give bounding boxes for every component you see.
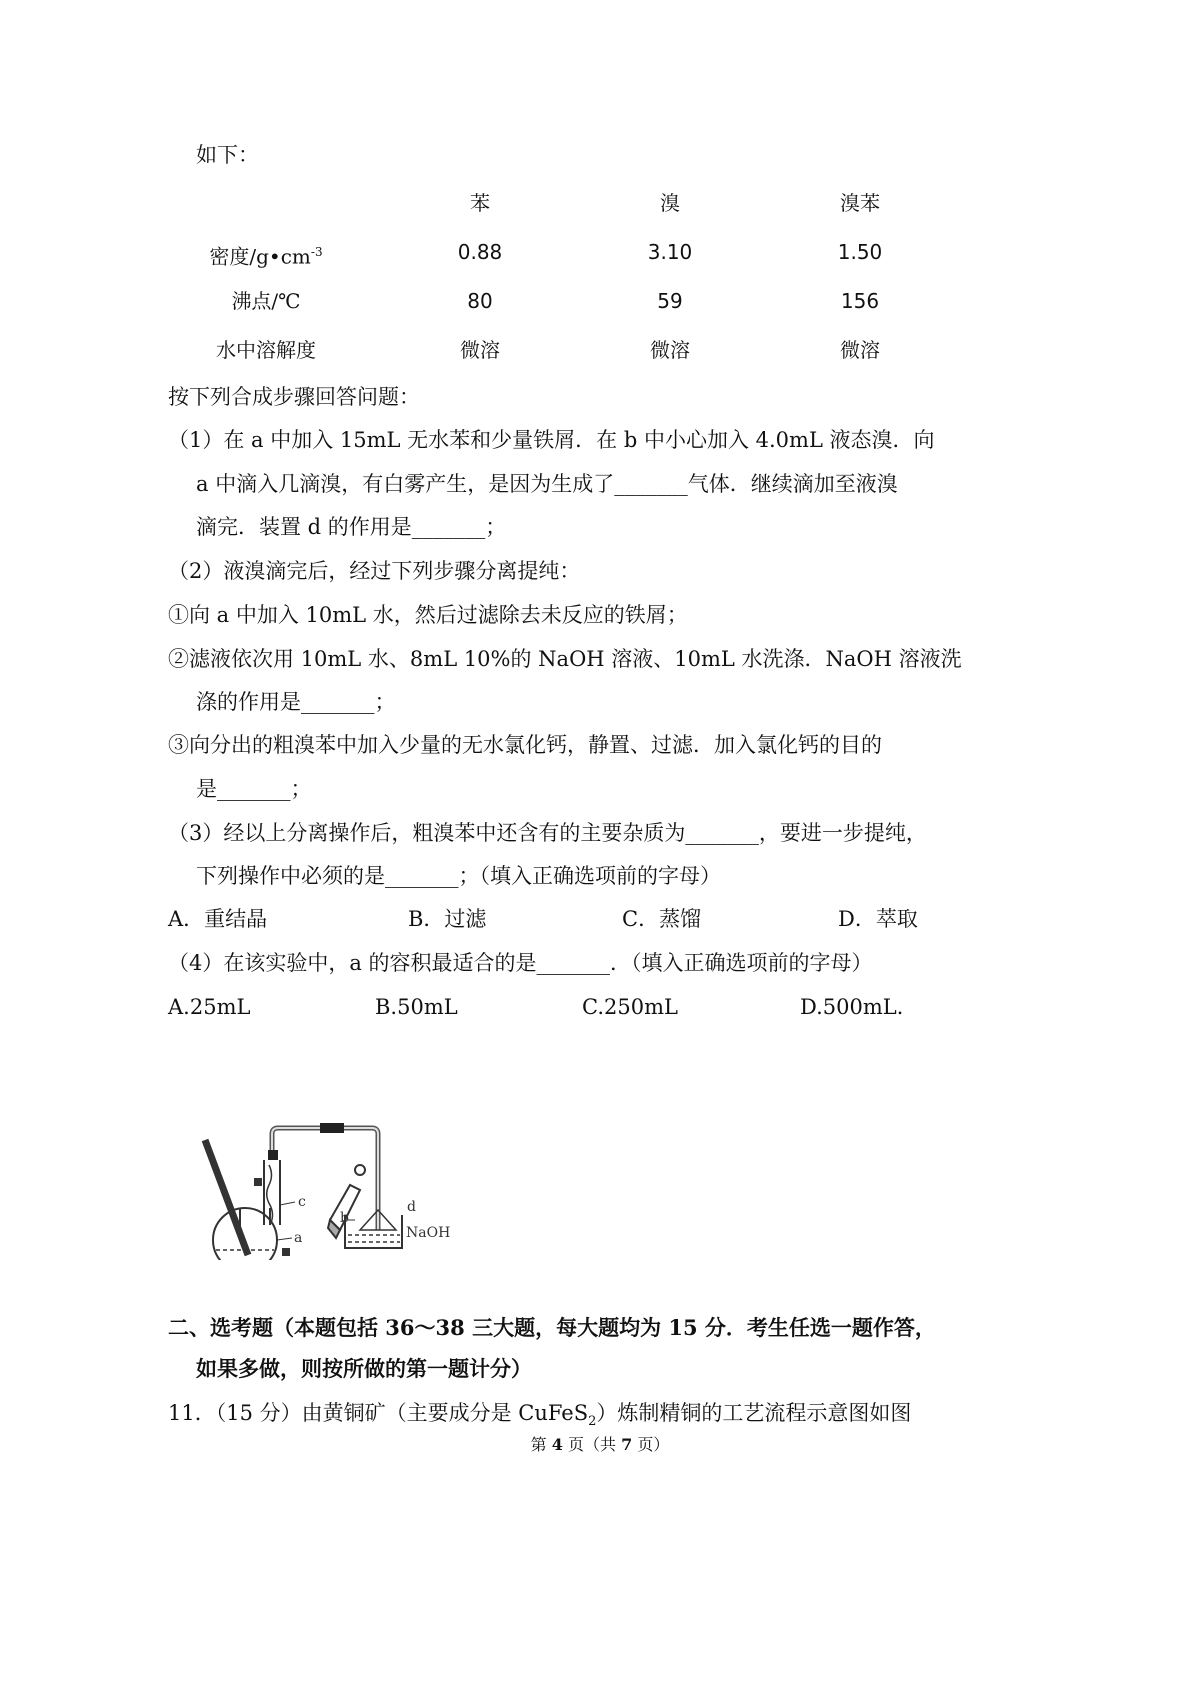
option: D．萃取 <box>838 907 918 931</box>
label-a: a <box>294 1230 303 1246</box>
cell: 微溶 <box>460 338 500 362</box>
text-line: 下列操作中必须的是_______；（填入正确选项前的字母） <box>196 864 721 888</box>
apparatus-diagram <box>180 1030 480 1260</box>
cell: 微溶 <box>650 338 690 362</box>
label-naoh: NaOH <box>406 1225 451 1241</box>
gas-tube <box>272 1128 378 1230</box>
cell: 0.88 <box>457 240 503 264</box>
text-line: 涤的作用是_______； <box>196 690 396 714</box>
cell: 59 <box>657 289 683 313</box>
text-line: （4）在该实验中，a 的容积最适合的是_______．（填入正确选项前的字母） <box>168 951 873 975</box>
page-footer <box>0 1432 1200 1455</box>
text-line: ②滤液依次用 10mL 水、8mL 10%的 NaOH 溶液、10mL 水洗涤．NaOH 溶液洗 <box>168 647 962 671</box>
q11-text: ）炼制精铜的工艺流程示意图如图 <box>596 1401 912 1425</box>
text-line: （1）在 a 中加入 15mL 无水苯和少量铁屑．在 b 中小心加入 4.0mL 液态溴．向 <box>168 428 935 452</box>
row-label-sup: -3 <box>310 245 323 259</box>
col-header: 溴 <box>660 191 680 215</box>
cell: 156 <box>840 289 880 313</box>
option: B.50mL <box>375 995 458 1019</box>
text-line: ③向分出的粗溴苯中加入少量的无水氯化钙，静置、过滤．加入氯化钙的目的 <box>168 733 882 757</box>
row-label: 水中溶解度 <box>216 338 316 362</box>
page-number: 4 <box>551 1435 563 1454</box>
row-label-text: 密度/g•cm <box>209 244 311 269</box>
intro-text: 如下： <box>196 143 259 167</box>
footer-text: 页） <box>632 1435 670 1454</box>
option: C.250mL <box>582 995 678 1019</box>
label-c: c <box>298 1194 306 1210</box>
text-line: （3）经以上分离操作后，粗溴苯中还含有的主要杂质为_______，要进一步提纯， <box>168 821 927 845</box>
footer-text: 第 <box>530 1435 552 1454</box>
option: B．过滤 <box>408 907 487 931</box>
text-line: a 中滴入几滴溴，有白雾产生，是因为生成了_______气体．继续滴加至液溴 <box>196 472 898 496</box>
text-line: ①向 a 中加入 10mL 水，然后过滤除去未反应的铁屑； <box>168 603 688 627</box>
q11-text: 11．（15 分）由黄铜矿（主要成分是 CuFeS <box>168 1401 589 1425</box>
row-label <box>166 237 366 272</box>
page-total: 7 <box>621 1435 633 1454</box>
option: A.25mL <box>168 995 251 1019</box>
col-header: 溴苯 <box>840 191 880 215</box>
section-heading: 二、选考题（本题包括 36～38 三大题，每大题均为 15 分．考生任选一题作答， <box>168 1315 936 1340</box>
col-header: 苯 <box>470 191 490 215</box>
thermometer <box>205 1140 248 1255</box>
footer-text: 页（共 <box>562 1435 622 1454</box>
option: C．蒸馏 <box>622 907 702 931</box>
text-line: （2）液溴滴完后，经过下列步骤分离提纯： <box>168 559 581 583</box>
option: D.500mL． <box>800 995 918 1019</box>
section-heading: 如果多做，则按所做的第一题计分） <box>196 1356 532 1381</box>
text-line: 按下列合成步骤回答问题： <box>168 385 420 409</box>
cell: 80 <box>467 289 493 313</box>
text-line: 滴完．装置 d 的作用是_______； <box>196 515 507 539</box>
row-label: 沸点/℃ <box>231 289 301 313</box>
cell: 3.10 <box>647 240 693 264</box>
label-d: d <box>407 1199 416 1215</box>
option: A．重结晶 <box>168 907 268 931</box>
text-line: 是_______； <box>196 777 312 801</box>
cell: 微溶 <box>840 338 880 362</box>
label-b: b <box>340 1210 349 1226</box>
q11-subscript: 2 <box>588 1414 597 1430</box>
cell: 1.50 <box>837 240 883 264</box>
